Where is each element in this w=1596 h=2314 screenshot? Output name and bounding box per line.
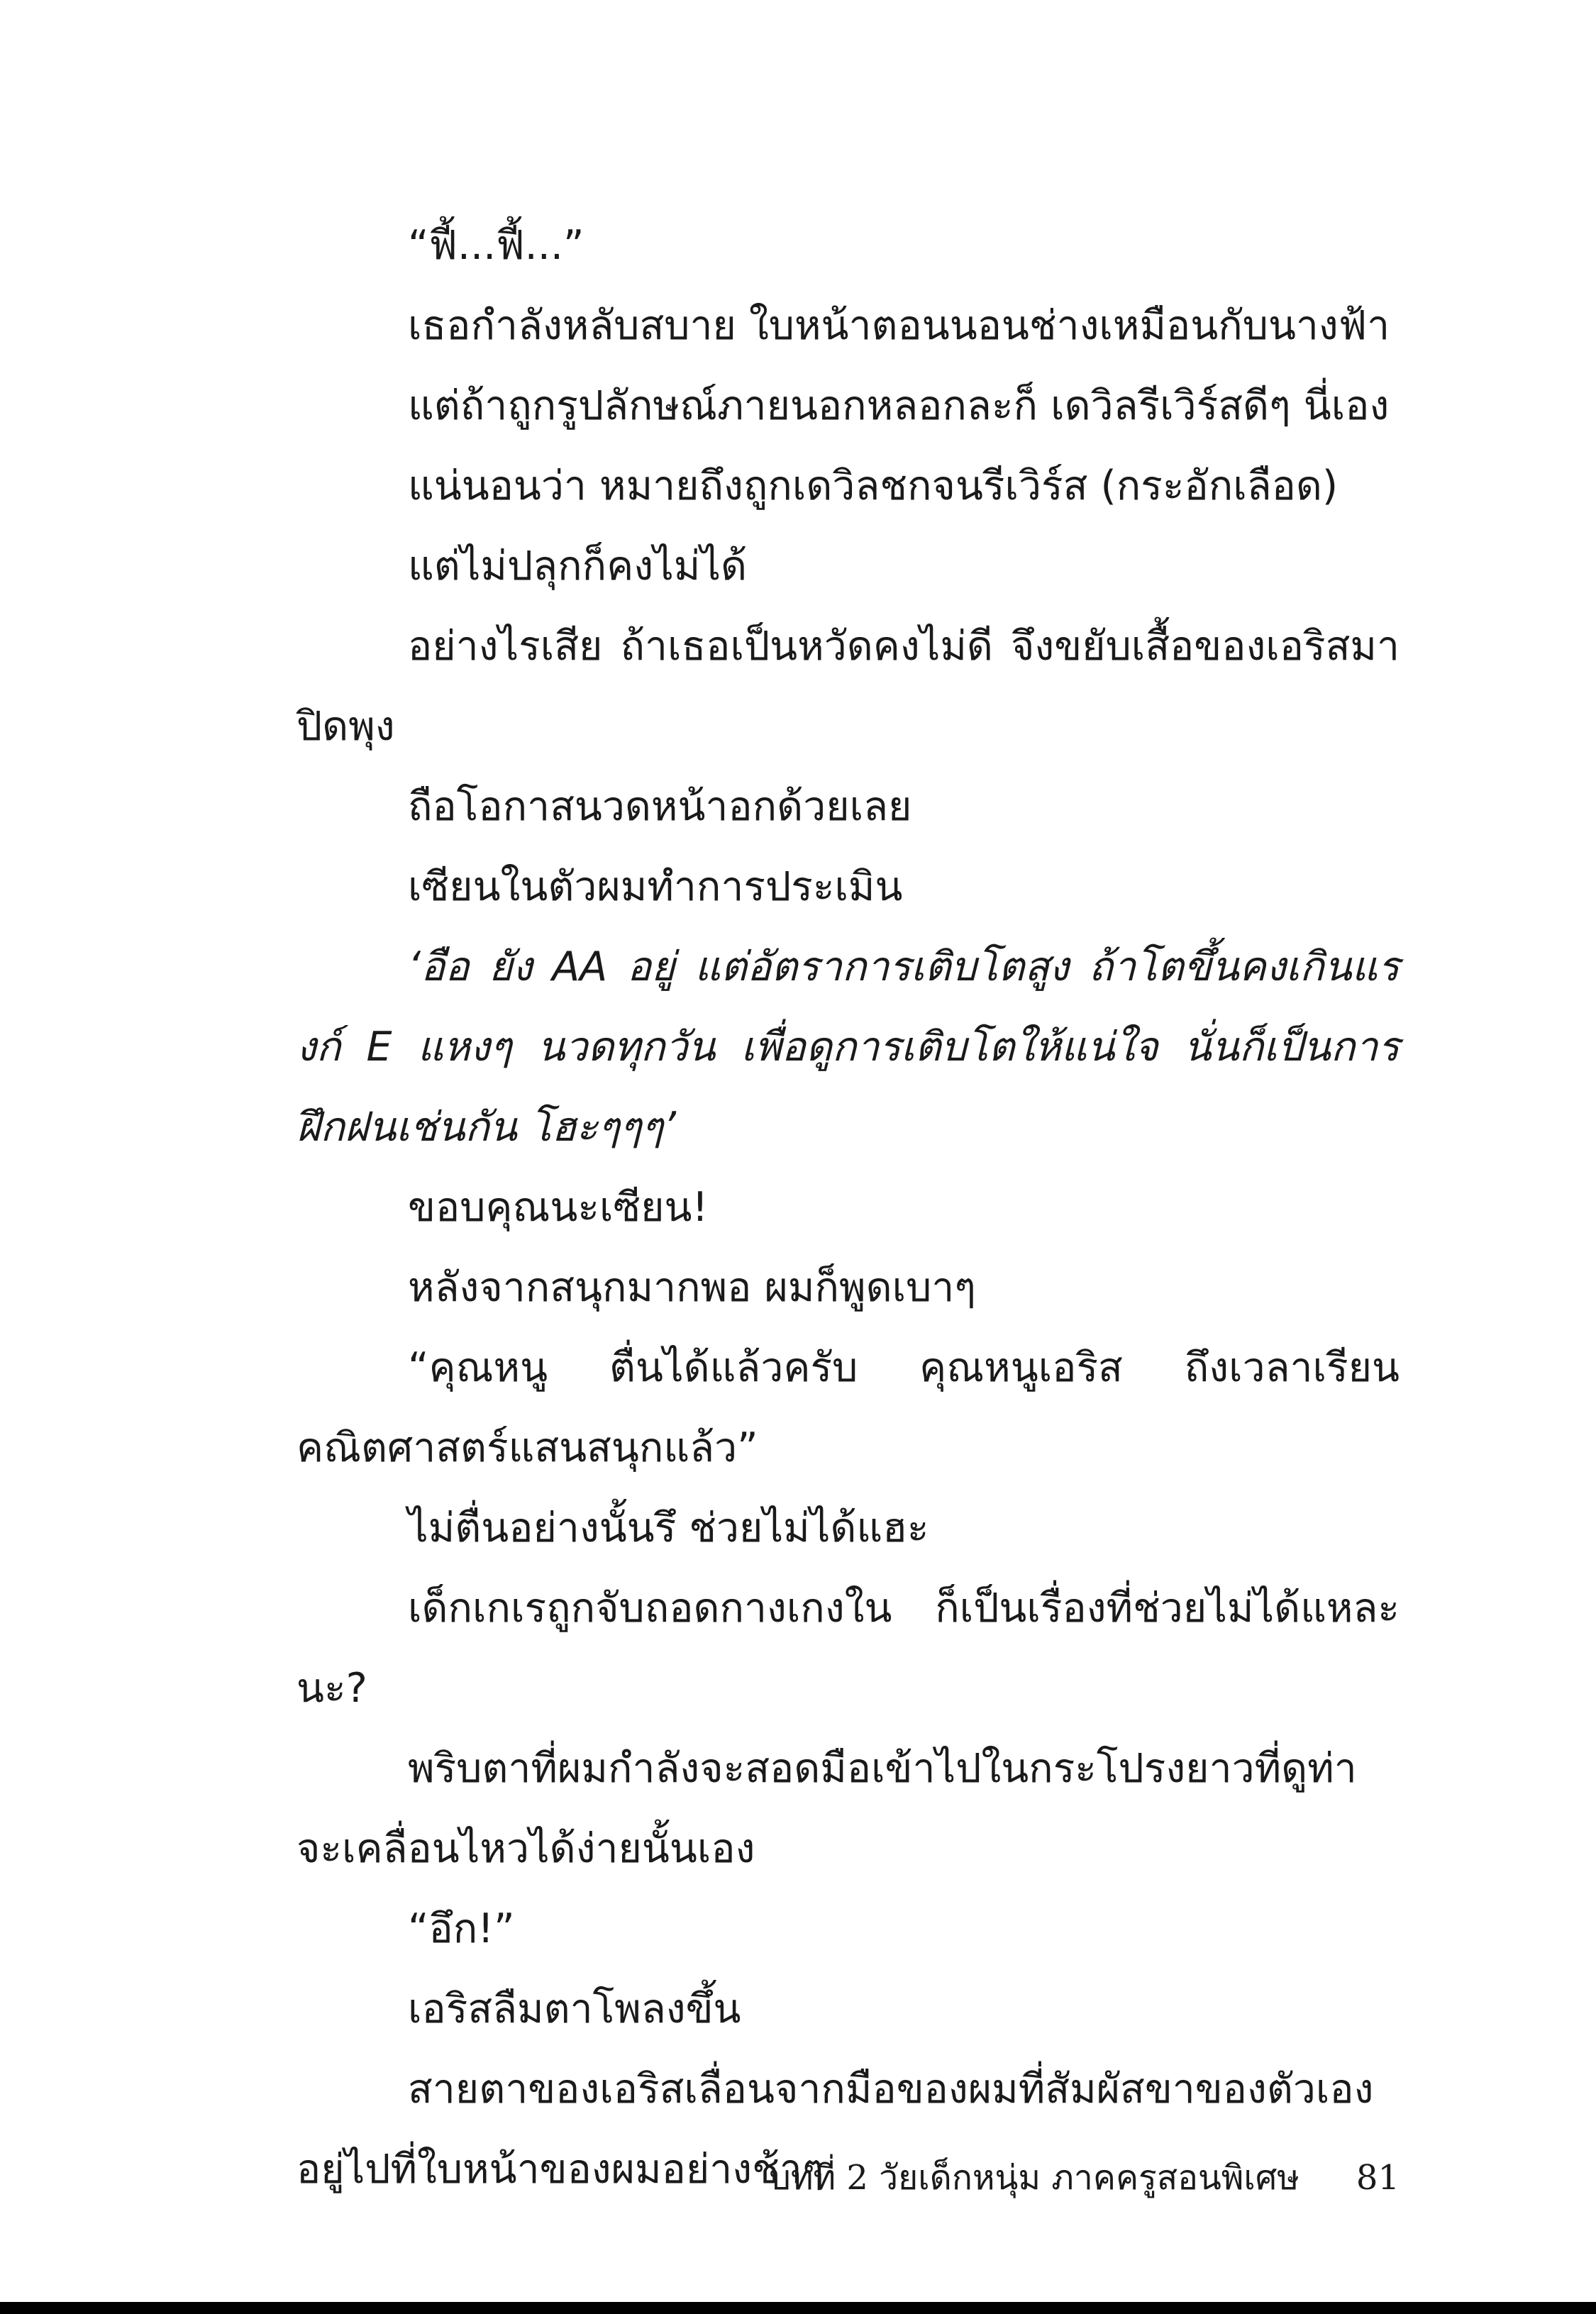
paragraph: อย่างไรเสีย ถ้าเธอเป็นหวัดคงไม่ดี จึงขยับเสื้อของเอริสมาปิดพุง	[297, 623, 1400, 750]
dialogue-paragraph: “อึก!”	[408, 1905, 515, 1952]
page-number: 81	[1356, 2158, 1400, 2198]
paragraph: เซียนในตัวผมทำการประเมิน	[408, 863, 903, 910]
bottom-border	[0, 2302, 1596, 2314]
paragraph: ขอบคุณนะเซียน!	[408, 1184, 709, 1231]
paragraph: ถือโอกาสนวดหน้าอกด้วยเลย	[408, 783, 912, 830]
paragraph: เอริสลืมตาโพลงขึ้น	[408, 1986, 741, 2032]
paragraph: แต่ถ้าถูกรูปลักษณ์ภายนอกหลอกละก็ เดวิลรีเวิร์สดีๆ นี่เอง	[408, 382, 1390, 429]
paragraph: “ฟี้...ฟี้...”	[408, 222, 584, 269]
paragraph: หลังจากสนุกมากพอ ผมก็พูดเบาๆ	[408, 1264, 976, 1311]
paragraph: แน่นอนว่า หมายถึงถูกเดวิลชกจนรีเวิร์ส (กระอักเลือด)	[408, 463, 1339, 509]
thought-paragraph: ‘อือ ยัง AA อยู่ แต่อัตราการเติบโตสูง ถ้าโตขึ้นคงเกินแรงก์ E แหงๆ นวดทุกวัน เพื่อดูการเติบโตให้แน่ใจ นั่นก็เป็นการฝึกฝนเช่นกัน โฮะๆๆๆ’	[297, 943, 1400, 1151]
dialogue-paragraph: “คุณหนู ตื่นได้แล้วครับ คุณหนูเอริส ถึงเวลาเรียนคณิตศาสตร์แสนสนุกแล้ว”	[297, 1344, 1400, 1471]
paragraph: ไม่ตื่นอย่างนั้นรึ ช่วยไม่ได้แฮะ	[408, 1505, 929, 1551]
paragraph: เธอกำลังหลับสบาย ใบหน้าตอนนอนช่างเหมือนกับนางฟ้า	[408, 302, 1390, 349]
body-text	[297, 206, 1400, 2210]
paragraph: สายตาของเอริสเลื่อนจากมือของผมที่สัมผัสขาของตัวเองอยู่ไปที่ใบหน้าของผมอย่างช้าๆ	[297, 2066, 1374, 2193]
page-footer	[297, 2153, 1400, 2203]
paragraph: เด็กเกเรถูกจับถอดกางเกงใน ก็เป็นเรื่องที่ช่วยไม่ได้แหละนะ?	[297, 1585, 1400, 1712]
paragraph: พริบตาที่ผมกำลังจะสอดมือเข้าไปในกระโปรงยาวที่ดูท่าจะเคลื่อนไหวได้ง่ายนั้นเอง	[297, 1745, 1357, 1872]
paragraph: แต่ไม่ปลุกก็คงไม่ได้	[408, 543, 748, 589]
chapter-title: บทที่ 2 วัยเด็กหนุ่ม ภาคครูสอนพิเศษ	[769, 2158, 1299, 2198]
